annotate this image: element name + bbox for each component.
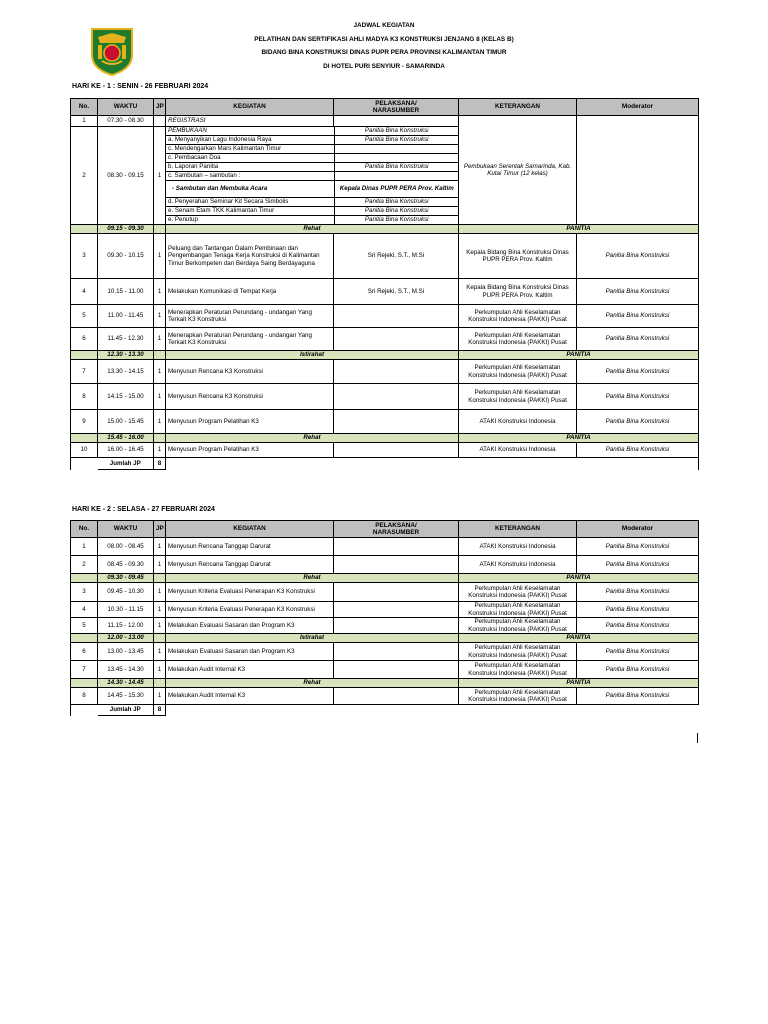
table-row: 6 13.00 - 13.45 1 Melakukan Evaluasi Sasaran dan Program K3 Perkumpulan Ahli Keselamatan Konstruksi Indonesia (PAKKI) Pusat Panitia Bina Konstruksi [71, 643, 699, 661]
table-header-row: No. WAKTU JP KEGIATAN PELAKSANA/ NARASUMBER KETERANGAN Moderator [71, 521, 699, 538]
col-no: No. [71, 99, 98, 116]
list-item: - Sambutan dan Membuka Acara Kepala Dinas PUPR PERA Prov. Kaltim [166, 181, 459, 198]
col-moderator: Moderator [577, 99, 699, 116]
table-row: 9 15.00 - 15.45 1 Menyusun Program Pelatihan K3 ATAKI Konstruksi Indonesia Panitia Bina Konstruksi [71, 410, 699, 434]
table-row: 7 13.45 - 14.30 1 Melakukan Audit Internal K3 Perkumpulan Ahli Keselamatan Konstruksi Indonesia (PAKKI) Pusat Panitia Bina Konstruksi [71, 661, 699, 679]
table-row: 6 11.45 - 12.30 1 Menerapkan Peraturan Perundang - undangan Yang Terkait K3 Konstruksi Perkumpulan Ahli Keselamatan Konstruksi Indonesia (PAKKI) Pusat Panitia Bina Konstruksi [71, 328, 699, 351]
break-row: 14.30 - 14.45 Rehat PANITIA [71, 679, 699, 688]
col-pelaksana: PELAKSANA/ NARASUMBER [334, 99, 459, 116]
list-item: c. Sambutan – sambutan : [166, 172, 459, 181]
table-row: 4 10.15 - 11.00 1 Melakukan Komunikasi di Tempat Kerja Sri Rejeki, S.T., M.Si Kepala Bidang Bina Konstruksi Dinas PUPR PERA Prov. Kaltim Panitia Bina Konstruksi [71, 279, 699, 305]
table-row: 4 10.30 - 11.15 1 Menyusun Kriteria Evaluasi Penerapan K3 Konstruksi Perkumpulan Ahli Keselamatan Konstruksi Indonesia (PAKKI) Pusat Panitia Bina Konstruksi [71, 602, 699, 618]
table-row: 7 13.30 - 14.15 1 Menyusun Rencana K3 Konstruksi Perkumpulan Ahli Keselamatan Konstruksi Indonesia (PAKKI) Pusat Panitia Bina Konstruksi [71, 360, 699, 384]
doc-subtitle-venue: DI HOTEL PURI SENYIUR - SAMARINDA [323, 63, 445, 70]
doc-subtitle-program: PELATIHAN DAN SERTIFIKASI AHLI MADYA K3 KONSTRUKSI JENJANG 8 (KELAS B) [254, 36, 514, 43]
list-item: PEMBUKAAN Panitia Bina Konstruksi [166, 127, 459, 136]
break-row: 12.30 - 13.30 Istirahat PANITIA [71, 351, 699, 360]
opening-note: Pembukaan Serentak Samarinda, Kab. Kutai Timur (12 kelas) [459, 116, 577, 225]
day2-label: HARI KE - 2 : SELASA - 27 FEBRUARI 2024 [72, 506, 215, 513]
break-row: 09.30 - 09.45 Rehat PANITIA [71, 574, 699, 583]
table-row: 8 14.15 - 15.00 1 Menyusun Rencana K3 Konstruksi Perkumpulan Ahli Keselamatan Konstruksi Indonesia (PAKKI) Pusat Panitia Bina Konstruksi [71, 384, 699, 410]
table-row: 1 08.00 - 08.45 1 Menyusun Rencana Tanggap Darurat ATAKI Konstruksi Indonesia Panitia Bina Konstruksi [71, 538, 699, 556]
table-row: 2 08.45 - 09.30 1 Menyusun Rencana Tanggap Darurat ATAKI Konstruksi Indonesia Panitia Bina Konstruksi [71, 556, 699, 574]
total-row: Jumlah JP 8 [71, 458, 699, 470]
table-row: 1 07.30 - 08.30 REGISTRASI Pembukaan Serentak Samarinda, Kab. Kutai Timur (12 kelas) [71, 116, 699, 127]
table-header-row [71, 99, 699, 116]
table-edge-line [697, 733, 698, 743]
table-row: 3 09.30 - 10.15 1 Peluang dan Tantangan Dalam Pembinaan dan Pengembangan Tenaga Kerja Konstruksi di Kalimantan Timur Berkompeten dan Berdaya Saing Berdayaguna Sri Rejeki, S.T., M.Si Kepala Bidang Bina Konstruksi Dinas PUPR PERA Prov. Kaltim Panitia Bina Konstruksi [71, 234, 699, 279]
table-row-opening: 2 08.30 - 09.15 1 PEMBUKAAN Panitia Bina Konstruksi a. Menyanyikan Lagu Indonesia Raya Panitia Bina Konstruksi c. Mendengarkan Mars Kalimantan Timur c. Pembacaan Doa b. Laporan Panitia Panitia Bina Konstruksi c. Sambutan – sambutan : - Sambutan dan Membuka Acara Kepala Dinas PUPR PERA Prov. Kaltim d. Penyerahan Seminar Kit Secara Simbolis Panitia Bina Konstruksi e. Senam Etam TKK Kalimantan Timur Panitia Bina Konstruksi e. Penutup Panitia Bina Konstruksi [71, 127, 699, 225]
table-row: 8 14.45 - 15.30 1 Melakukan Audit Internal K3 Perkumpulan Ahli Keselamatan Konstruksi Indonesia (PAKKI) Pusat Panitia Bina Konstruksi [71, 688, 699, 705]
list-item: b. Laporan Panitia Panitia Bina Konstruksi [166, 163, 459, 172]
total-row: Jumlah JP 8 [71, 705, 699, 716]
table-row: 10 16.00 - 16.45 1 Menyusun Program Pelatihan K3 ATAKI Konstruksi Indonesia Panitia Bina Konstruksi [71, 443, 699, 458]
break-row: 15.45 - 16.00 Rehat PANITIA [71, 434, 699, 443]
table-row: 5 11.15 - 12.00 1 Melakukan Evaluasi Sasaran dan Program K3 Perkumpulan Ahli Keselamatan Konstruksi Indonesia (PAKKI) Pusat Panitia Bina Konstruksi [71, 618, 699, 634]
opening-agenda [166, 127, 459, 224]
day1-schedule-table [70, 98, 699, 470]
break-row: 09.15 - 09.30 Rehat PANITIA [71, 225, 699, 234]
break-row: 12.00 - 13.00 Istirahat PANITIA [71, 634, 699, 643]
col-jp: JP [154, 99, 166, 116]
doc-subtitle-org: BIDANG BINA KONSTRUKSI DINAS PUPR PERA PROVINSI KALIMANTAN TIMUR [261, 49, 507, 56]
doc-title: JADWAL KEGIATAN [353, 22, 415, 29]
list-item: c. Mendengarkan Mars Kalimantan Timur [166, 145, 459, 154]
day1-label: HARI KE - 1 : SENIN - 26 FEBRUARI 2024 [72, 83, 209, 90]
table-row: 3 09.45 - 10.30 1 Menyusun Kriteria Evaluasi Penerapan K3 Konstruksi Perkumpulan Ahli Keselamatan Konstruksi Indonesia (PAKKI) Pusat Panitia Bina Konstruksi [71, 583, 699, 602]
list-item: d. Penyerahan Seminar Kit Secara Simbolis Panitia Bina Konstruksi [166, 198, 459, 207]
list-item: c. Pembacaan Doa [166, 154, 459, 163]
col-waktu: WAKTU [98, 99, 154, 116]
col-kegiatan: KEGIATAN [166, 99, 334, 116]
list-item: e. Penutup Panitia Bina Konstruksi [168, 216, 429, 224]
table-row: 5 11.00 - 11.45 1 Menerapkan Peraturan Perundang - undangan Yang Terkait K3 Konstruksi Perkumpulan Ahli Keselamatan Konstruksi Indonesia (PAKKI) Pusat Panitia Bina Konstruksi [71, 305, 699, 328]
list-item: e. Senam Etam TKK Kalimantan Timur Panitia Bina Konstruksi [166, 207, 459, 216]
col-keterangan: KETERANGAN [459, 99, 577, 116]
list-item: a. Menyanyikan Lagu Indonesia Raya Panitia Bina Konstruksi [166, 136, 459, 145]
day2-schedule-table [70, 520, 699, 716]
